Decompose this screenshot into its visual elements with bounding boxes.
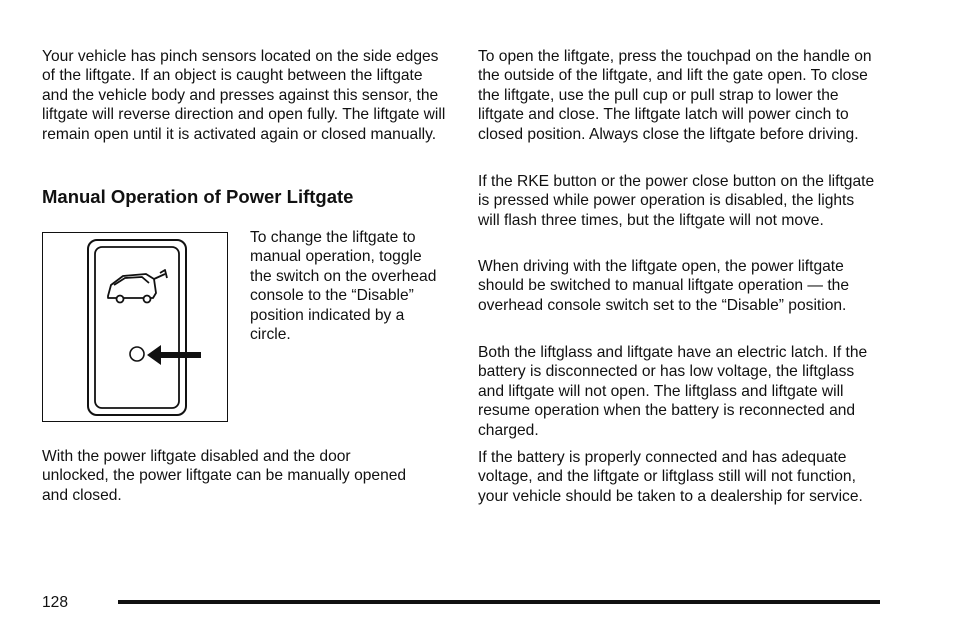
- open-close-paragraph: To open the liftgate, press the touchpad on the handle on the outside of the liftgate, and lift the gate open. To close the liftgate, use the pull cup or pull strap to lower the liftgate and close. The liftgate latch will power cinch to closed position. Always close the liftgate before driving.: [478, 48, 872, 143]
- driving-open-paragraph: When driving with the liftgate open, the power liftgate should be switched to manual liftgate operation — the overhead console switch set to the “Disable” position.: [478, 258, 850, 314]
- liftgate-switch-illustration: [42, 232, 228, 422]
- footer-rule: [118, 600, 880, 604]
- dealership-service-paragraph: If the battery is properly connected and has adequate voltage, and the liftgate or liftglass still will not function, your vehicle should be taken to a dealership for service.: [478, 449, 863, 505]
- liftgate-vehicle-icon: [108, 270, 167, 303]
- manual-operation-paragraph: With the power liftgate disabled and the door unlocked, the power liftgate can be manually opened and closed.: [42, 448, 407, 504]
- pointer-arrow-icon: [147, 345, 201, 365]
- battery-latch-paragraph: Both the liftglass and liftgate have an electric latch. If the battery is disconnected or has low voltage, the liftglass and liftgate will not open. The liftglass and liftgate will resume operation when the battery is reconnected and charged.: [478, 344, 868, 439]
- rke-button-paragraph: If the RKE button or the power close button on the liftgate is pressed while power operation is disabled, the lights will flash three times, but the liftgate will not move.: [478, 173, 875, 229]
- figure-caption: To change the liftgate to manual operation, toggle the switch on the overhead console to the “Disable” position indicated by a circle.: [250, 229, 437, 344]
- page-number: 128: [42, 594, 69, 611]
- overhead-console-switch-diagram: [43, 233, 226, 420]
- section-heading: Manual Operation of Power Liftgate: [42, 186, 354, 207]
- disable-position-circle: [130, 347, 144, 361]
- pinch-sensor-paragraph: Your vehicle has pinch sensors located on the side edges of the liftgate. If an object is caught between the liftgate and the vehicle body and presses against this sensor, the liftgate will reverse direction and open fully. The liftgate will remain open until it is activated again or closed manually.: [42, 48, 446, 143]
